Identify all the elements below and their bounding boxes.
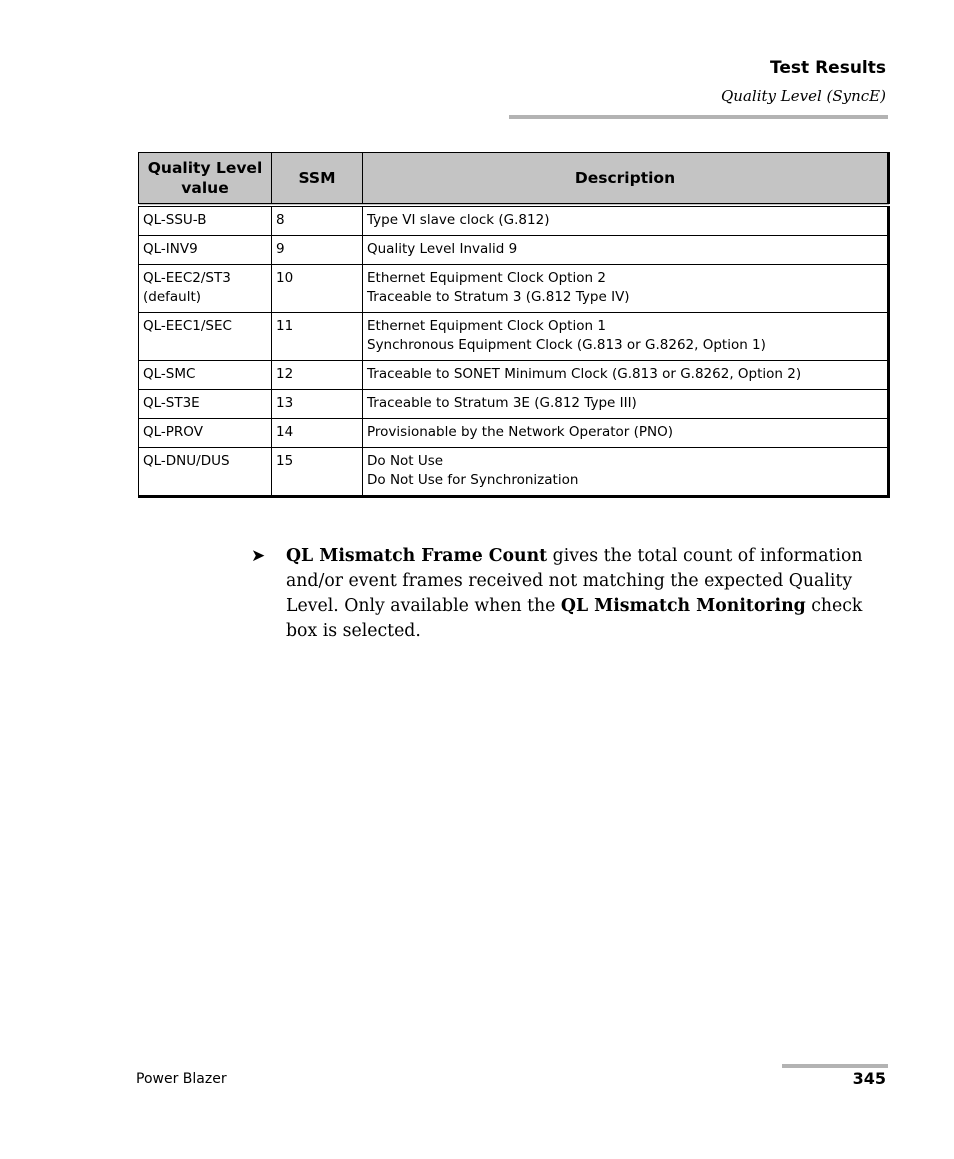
cell-quality-level — [139, 313, 272, 361]
cell-ssm: 9 — [272, 236, 363, 265]
cell-quality-level-line: QL-ST3E — [143, 395, 200, 411]
table-row — [139, 313, 889, 361]
table-row — [139, 361, 889, 390]
cell-quality-level-line: QL-DNU/DUS — [143, 453, 230, 469]
cell-ssm: 10 — [272, 265, 363, 313]
cell-description-line: Do Not Use for Synchronization — [367, 472, 579, 488]
column-header-ssm: SSM — [272, 153, 363, 206]
term-ql-mismatch-frame-count: QL Mismatch Frame Count — [286, 546, 548, 566]
ql-mismatch-paragraph — [286, 544, 890, 644]
cell-description — [363, 236, 889, 265]
paragraph-text-part1: gives the total count of information and/or event frames received not matching the expected Quality Level. Only available when the — [286, 546, 863, 616]
cell-description-line: Do Not Use — [367, 453, 444, 469]
cell-description — [363, 448, 889, 497]
cell-quality-level-line: QL-EEC1/SEC — [143, 318, 232, 334]
cell-description-line: Traceable to Stratum 3E (G.812 Type III) — [367, 395, 637, 411]
cell-ssm: 8 — [272, 205, 363, 236]
term-ql-mismatch-monitoring: QL Mismatch Monitoring — [560, 596, 806, 616]
page-header-subtitle: Quality Level (SyncE) — [721, 87, 886, 105]
cell-quality-level — [139, 390, 272, 419]
table-body — [139, 205, 889, 497]
bullet-arrow-icon: ➤ — [251, 546, 266, 566]
cell-quality-level — [139, 361, 272, 390]
footer-product-name: Power Blazer — [136, 1071, 227, 1087]
page-number: 345 — [852, 1069, 886, 1088]
quality-level-table — [138, 152, 890, 498]
cell-description — [363, 205, 889, 236]
column-header-quality-level: Quality Level value — [139, 153, 272, 206]
cell-description-line: Traceable to Stratum 3 (G.812 Type IV) — [367, 289, 630, 305]
column-header-description: Description — [363, 153, 889, 206]
cell-quality-level-line: QL-SSU-B — [143, 212, 207, 228]
cell-quality-level-line: QL-INV9 — [143, 241, 198, 257]
cell-description — [363, 361, 889, 390]
cell-quality-level — [139, 205, 272, 236]
cell-ssm: 13 — [272, 390, 363, 419]
cell-description-line: Provisionable by the Network Operator (PNO) — [367, 424, 674, 440]
header-divider — [509, 115, 888, 119]
page-header-title: Test Results — [770, 58, 886, 78]
cell-ssm: 12 — [272, 361, 363, 390]
cell-description-line: Quality Level Invalid 9 — [367, 241, 518, 257]
cell-description — [363, 313, 889, 361]
cell-quality-level — [139, 448, 272, 497]
cell-description-line: Synchronous Equipment Clock (G.813 or G.8262, Option 1) — [367, 337, 766, 353]
cell-ssm: 14 — [272, 419, 363, 448]
cell-description-line: Ethernet Equipment Clock Option 1 — [367, 318, 606, 334]
table-row — [139, 448, 889, 497]
cell-description — [363, 419, 889, 448]
table-row — [139, 419, 889, 448]
footer-divider — [782, 1064, 888, 1068]
cell-quality-level-line: QL-EEC2/ST3 — [143, 270, 231, 286]
paragraph-text-part2: check box is selected. — [286, 596, 863, 641]
cell-quality-level-line: QL-SMC — [143, 366, 196, 382]
table-row — [139, 205, 889, 236]
cell-quality-level — [139, 236, 272, 265]
table-row — [139, 265, 889, 313]
cell-quality-level — [139, 419, 272, 448]
cell-ssm: 15 — [272, 448, 363, 497]
cell-description-line: Ethernet Equipment Clock Option 2 — [367, 270, 606, 286]
cell-quality-level-line: QL-PROV — [143, 424, 203, 440]
table-header-row — [139, 153, 889, 206]
cell-description-line: Type VI slave clock (G.812) — [367, 212, 550, 228]
cell-description — [363, 265, 889, 313]
cell-description-line: Traceable to SONET Minimum Clock (G.813 or G.8262, Option 2) — [367, 366, 802, 382]
table-row — [139, 390, 889, 419]
cell-ssm: 11 — [272, 313, 363, 361]
cell-quality-level — [139, 265, 272, 313]
table-row — [139, 236, 889, 265]
cell-description — [363, 390, 889, 419]
cell-quality-level-line: (default) — [143, 289, 202, 305]
